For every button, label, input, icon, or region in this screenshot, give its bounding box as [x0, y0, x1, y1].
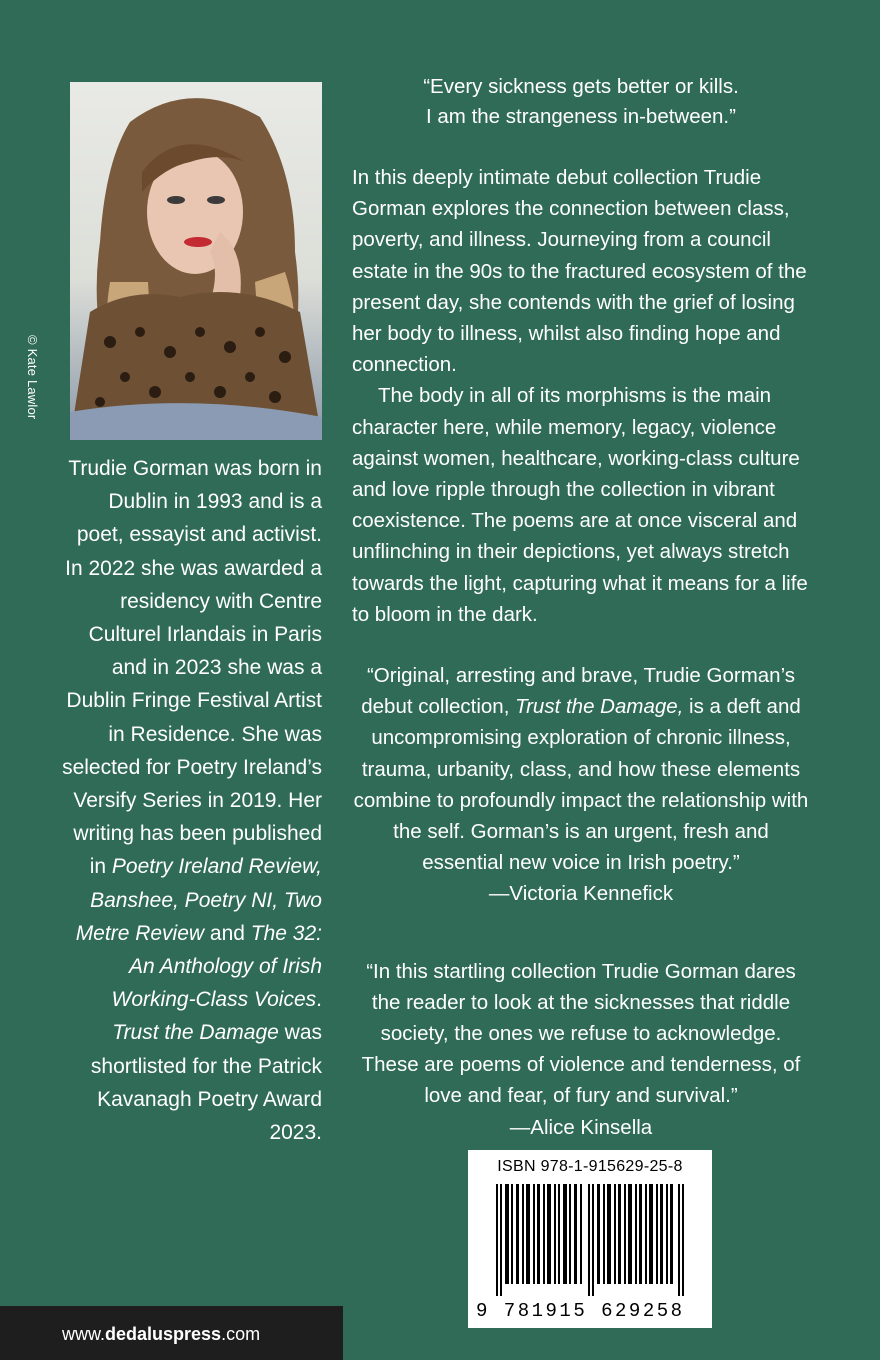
quote-2-attribution: —Alice Kinsella [509, 1115, 653, 1139]
blurb-paragraph-1: In this deeply intimate debut collection Trudie Gorman explores the connection between class, poverty, and illness. Journeying from a council estate in the 90s to the fractured ecosystem of the present day, she contends with the grief of losing her body to illness, whilst also finding hope and connection. [352, 166, 807, 377]
right-column [352, 72, 810, 1143]
epigraph-line-1: “Every sickness gets better or kills. [423, 75, 739, 98]
quote-2-text: “In this startling collection Trudie Gorman dares the reader to look at the sicknesses that riddle society, the ones we refuse to acknowledge. These are poems of violence and tenderness, of love and fear, of fury and survival.” [361, 959, 801, 1108]
book-blurb [352, 162, 810, 630]
review-quote-2 [352, 956, 810, 1143]
isbn-barcode [468, 1150, 712, 1328]
bio-intro: Trudie Gorman was born in Dublin in 1993 and is a poet, essayist and activist. In 2022 she was awarded a residency with Centre Culturel Irlandais in Paris and in 2023 she was a Dublin Fringe Festival Artist in Residence. She was selected for Poetry Ireland’s Versify Series in 2019. Her writing has been published in [62, 457, 322, 879]
isbn-label: ISBN 978-1-915629-25-8 [497, 1158, 683, 1175]
url-prefix: www. [62, 1324, 106, 1344]
author-bio [60, 452, 322, 1149]
blurb-paragraph-2: The body in all of its morphisms is the main character here, while memory, legacy, violence against women, healthcare, working-class culture and love ripple through the collection in vibrant coexistence. The poems are at once visceral and unflinching in their depictions, yet always stretch towards the light, capturing what it means for a life to bloom in the dark. [352, 384, 808, 626]
bio-publications: Poetry Ireland Review, Banshee, Poetry NI, Two Metre Review [75, 855, 322, 945]
bio-and: and [204, 921, 251, 945]
epigraph-line-2: I am the strangeness in-between.” [426, 105, 736, 128]
quote-1-pre: “Original, arresting and brave, Trudie Gorman’s debut collection, [361, 664, 796, 719]
barcode-bars [496, 1184, 686, 1296]
url-brand: dedaluspress [105, 1324, 222, 1344]
review-quote-1 [352, 660, 810, 910]
quote-1-title: Trust the Damage, [515, 695, 684, 719]
quote-1-post: is a deft and uncompromising exploration of chronic illness, trauma, urbanity, class, and how these elements combine to profoundly impact the relationship with the self. Gorman’s is an urgent, fresh and essential new voice in Irish poetry.” [353, 695, 809, 875]
bio-anthology: The 32: An Anthology of Irish Working-Class Voices [111, 921, 322, 1012]
bio-award: was shortlisted for the Patrick Kavanagh Poetry Award 2023. [90, 1021, 322, 1145]
publisher-url[interactable] [62, 1324, 260, 1345]
footer-bar [0, 1306, 343, 1360]
barcode-digits: 9 781915 629258 [476, 1300, 685, 1322]
bio-dot: . [316, 988, 322, 1012]
author-photo [70, 82, 322, 440]
bio-book-title: Trust the Damage [112, 1021, 279, 1045]
photo-credit: © Kate Lawlor [25, 335, 40, 420]
epigraph [352, 72, 810, 132]
quote-1-attribution: —Victoria Kennefick [488, 882, 674, 906]
url-suffix: .com [221, 1324, 261, 1344]
